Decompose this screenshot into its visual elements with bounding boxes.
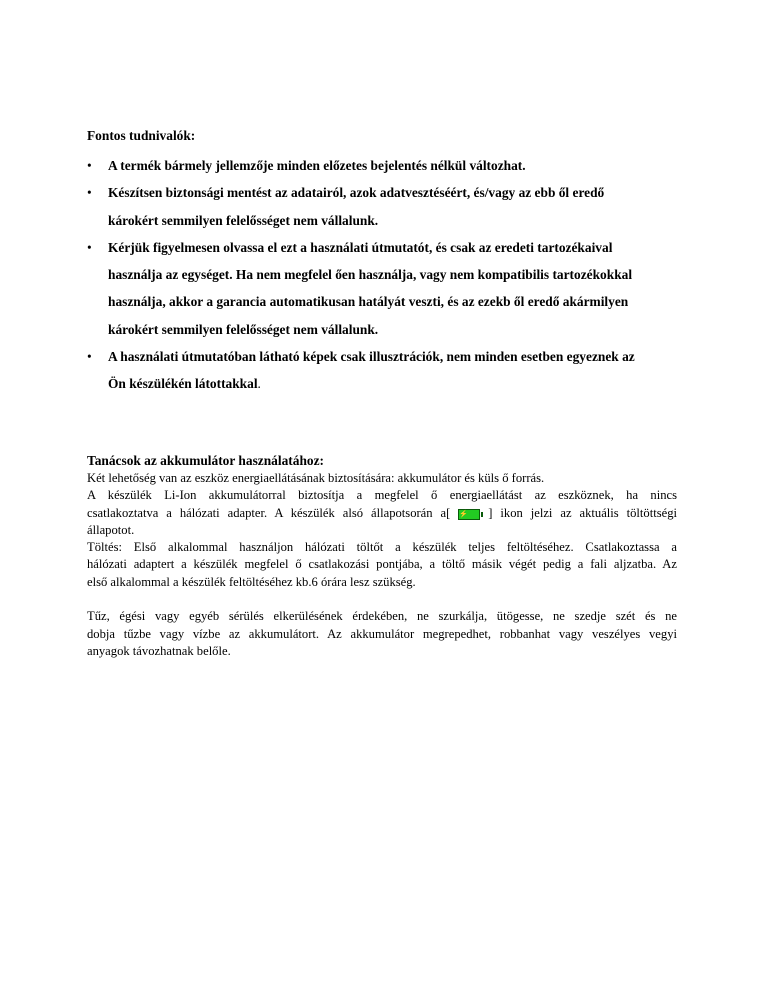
paragraph-text: ] ikon jelzi az aktuális töltöttségi — [488, 505, 677, 520]
bullet-line: használja, akkor a garancia automatikusan hatályát veszti, és az ezekb ől eredő akármilyen — [108, 294, 629, 310]
paragraph-line: dobja tűzbe vagy vízbe az akkumulátort. Az akkumulátor megrepedhet, robbanhat vagy veszélyes vegyi — [87, 626, 677, 641]
paragraph-line: Tűz, égési vagy egyéb sérülés elkerülésének érdekében, ne szurkálja, ütögesse, ne szedje szét és ne — [87, 609, 677, 624]
battery-tips-body — [87, 470, 677, 660]
paragraph-line: állapotot. — [87, 522, 135, 537]
paragraph-line: Két lehetőség van az eszköz energiaellátásának biztosítására: akkumulátor és küls ő forrás. — [87, 471, 545, 485]
bullet-item — [87, 343, 677, 398]
bullet-line: Készítsen biztonsági mentést az adatairól, azok adatvesztéséért, és/vagy az ebb ől eredő — [108, 185, 605, 201]
bullet-item — [87, 234, 677, 343]
bullet-line-text: Ön készülékén látottakkal — [108, 376, 258, 392]
paragraph-text: csatlakoztatva a hálózati adapter. A készülék alsó állapotsorán a[ — [87, 505, 451, 520]
bullet-line: károkért semmilyen felelősséget nem vállalunk. — [108, 212, 379, 228]
battery-charging-icon: ⚡ — [458, 509, 480, 520]
paragraph-line: első alkalommal a készülék feltöltéséhez kb.6 órára lesz szükség. — [87, 574, 416, 589]
bullet-item — [87, 152, 677, 179]
bullet-line: használja az egységet. Ha nem megfelel ően használja, vagy nem kompatibilis tartozékokkal — [108, 267, 633, 283]
bullet-line: károkért semmilyen felelősséget nem vállalunk. — [108, 321, 379, 337]
paragraph-line: anyagok távozhatnak belőle. — [87, 643, 231, 658]
bullet-line — [108, 370, 677, 397]
section-heading-battery-tips: Tanácsok az akkumulátor használatához: — [87, 453, 324, 468]
paragraph-line: A készülék Li-Ion akkumulátorral biztosítja a megfelel ő energiaellátást az eszköznek, ha nincs — [87, 488, 677, 503]
bullet-line: A termék bármely jellemzője minden előzetes bejelentés nélkül változhat. — [108, 158, 526, 173]
paragraph-line — [87, 505, 677, 522]
paragraph-line: hálózati adaptert a készülék megfelel ő csatlakozási pontjába, a töltő másik végét pedig a fali aljzatba. Az — [87, 557, 677, 572]
bullet-line: Kérjük figyelmesen olvassa el ezt a használati útmutatót, és csak az eredeti tartozékaival — [108, 239, 613, 255]
bullet-line: A használati útmutatóban látható képek csak illusztrációk, nem minden esetben egyeznek az — [108, 349, 635, 365]
bullet-dot-icon: • — [87, 239, 92, 255]
bullet-dot-icon: • — [87, 349, 92, 365]
bullet-dot-icon: • — [87, 185, 92, 201]
paragraph-line: Töltés: Első alkalommal használjon hálózati töltőt a készülék teljes feltöltéséhez. Csatlakoztassa a — [87, 540, 677, 555]
section-heading-important: Fontos tudnivalók: — [87, 128, 196, 143]
bullet-dot-icon: • — [87, 158, 92, 173]
bullet-list — [87, 152, 677, 398]
bullet-line-tail: . — [257, 376, 261, 392]
paragraph-gap — [87, 591, 677, 608]
bullet-item — [87, 179, 677, 234]
